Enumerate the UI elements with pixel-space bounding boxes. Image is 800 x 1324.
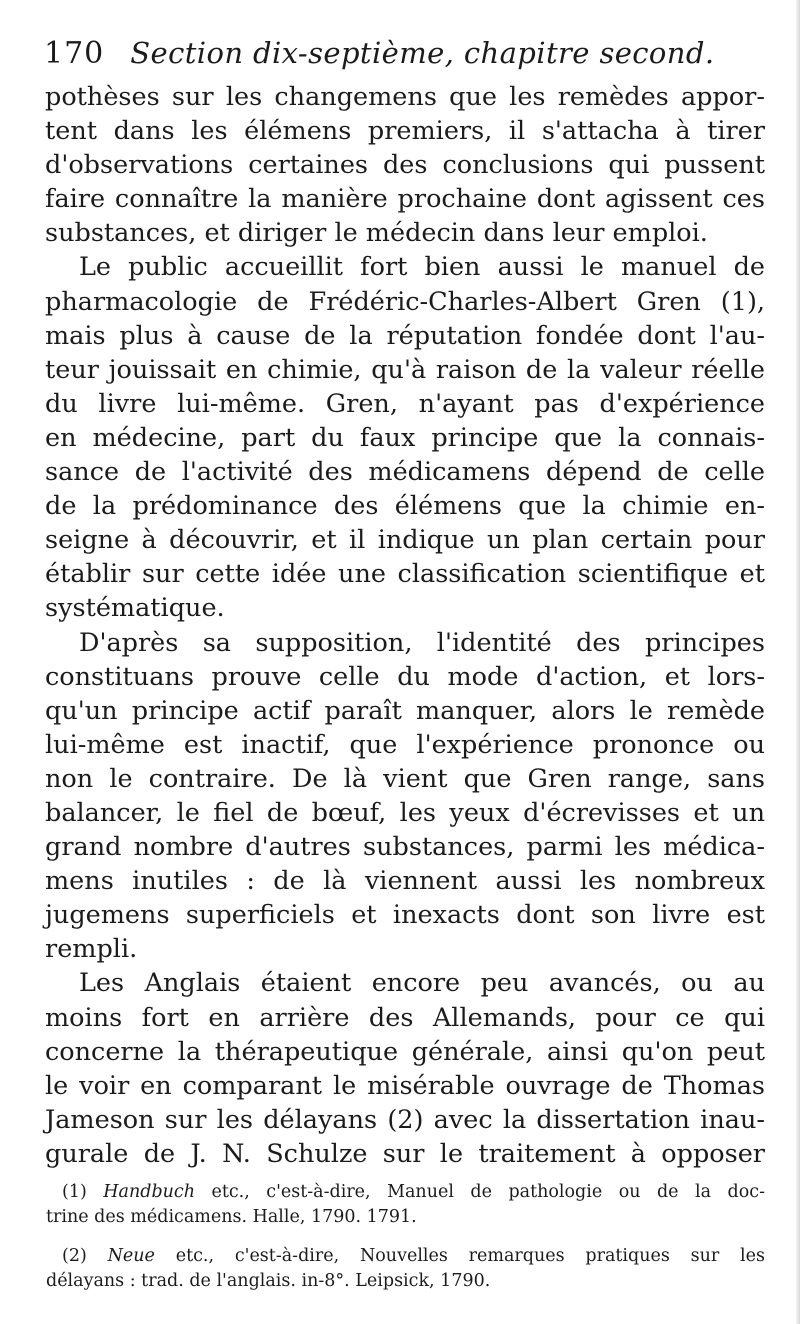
text-line: de la prédominance des élémens que la chimie en- (45, 491, 765, 522)
footnote-spacer (62, 1230, 765, 1244)
text-line: grand nombre d'autres substances, parmi les médica- (45, 832, 765, 863)
footnote-2-line-2: délayans : trad. de l'anglais. in-8°. Leipsick, 1790. (46, 1271, 491, 1291)
text-line: balancer, le fiel de bœuf, les yeux d'écrevisses et un (45, 797, 765, 828)
text-line: constituans prouve celle du mode d'action, et lors- (45, 661, 765, 692)
text-line: moins fort en arrière des Allemands, pour ce qui (45, 1002, 765, 1033)
text-line: Les Anglais étaient encore peu avancés, ou au (79, 968, 765, 999)
text-line: pothèses sur les changemens que les remèdes appor- (45, 82, 765, 112)
text-line: pharmacologie de Frédéric-Charles-Albert Gren (1), (45, 286, 765, 317)
footnote-1-line-2: trine des médicamens. Halle, 1790. 1791. (46, 1207, 417, 1227)
text-line: établir sur cette idée une classification scientifique et (45, 559, 765, 590)
footnote-title: Handbuch (103, 1182, 195, 1202)
text-line: mais plus à cause de la réputation fondée dont l'au- (45, 320, 765, 351)
text-line: en médecine, part du faux principe que la connais- (45, 422, 765, 453)
text-line: gurale de J. N. Schulze sur le traitement à opposer (45, 1138, 765, 1169)
text-line: du livre lui-même. Gren, n'ayant pas d'expérience (45, 388, 765, 419)
text-line: seigne à découvrir, et il indique un plan certain pour (45, 525, 765, 556)
footnote-marker: (2) (62, 1246, 87, 1266)
text-line: sance de l'activité des médicamens dépend de celle (45, 457, 765, 488)
footnotes (46, 1180, 765, 1294)
footnote-title: Neue (107, 1246, 155, 1266)
text-line: mens inutiles : de là viennent aussi les nombreux (45, 866, 765, 897)
text-line: non le contraire. De là vient que Gren range, sans (45, 763, 765, 794)
footnote-text: etc., c'est-à-dire, Manuel de pathologie ou de la doc- (195, 1182, 765, 1202)
page-edge-shadow (796, 0, 800, 1324)
text-line: concerne la thérapeutique générale, ainsi qu'on peut (45, 1036, 765, 1067)
footnote-marker: (1) (62, 1182, 87, 1202)
text-line: faire connaître la manière prochaine dont agissent ces (45, 184, 765, 215)
text-line: qu'un principe actif paraît manquer, alors le remède (45, 695, 765, 726)
text-line: rempli. (45, 934, 138, 965)
body-text (45, 80, 765, 1171)
text-line: d'observations certaines des conclusions qui pussent (45, 150, 765, 181)
text-line: lui-même est inactif, que l'expérience prononce ou (45, 729, 765, 760)
footnote-text: etc., c'est-à-dire, Nouvelles remarques pratiques sur les (154, 1246, 765, 1266)
text-line: teur jouissait en chimie, qu'à raison de la valeur réelle (45, 354, 765, 385)
text-line: D'après sa supposition, l'identité des principes (79, 627, 765, 658)
footnote-2-line-1 (62, 1244, 765, 1269)
footnote-1-line-1 (62, 1180, 765, 1205)
text-line: substances, et diriger le médecin dans leur emploi. (45, 218, 708, 249)
page-header (44, 36, 764, 80)
page-number: 170 (44, 36, 105, 71)
text-line: Le public accueillit fort bien aussi le manuel de (79, 252, 765, 283)
text-line: Jameson sur les délayans (2) avec la dissertation inau- (45, 1104, 765, 1135)
text-line: systématique. (45, 593, 225, 624)
text-line: le voir en comparant le misérable ouvrage de Thomas (45, 1070, 765, 1101)
running-head: Section dix-septième, chapitre second. (130, 36, 715, 70)
text-line: jugemens superficiels et inexacts dont son livre est (45, 900, 765, 931)
text-line: tent dans les élémens premiers, il s'attacha à tirer (45, 116, 765, 147)
